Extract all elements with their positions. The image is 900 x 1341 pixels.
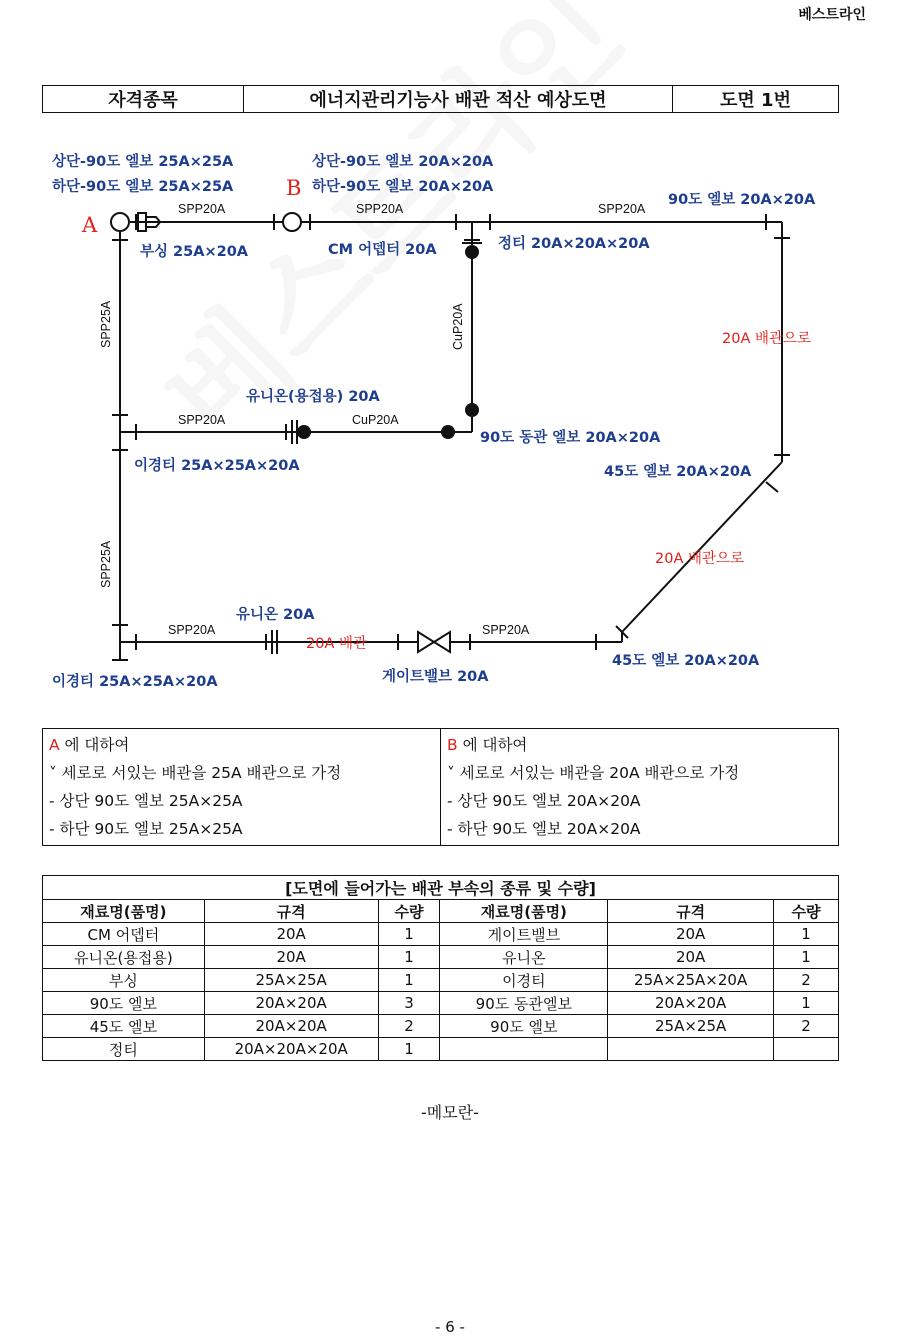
brand-label: 베스트라인 bbox=[798, 7, 866, 23]
col-header: 수량 bbox=[774, 900, 839, 923]
point-a-label: A bbox=[82, 213, 98, 237]
bushing-label: 부싱 25A×20A bbox=[140, 244, 249, 260]
cm-adapter-label: CM 어뎁터 20A bbox=[328, 242, 437, 258]
pipe-diagonal bbox=[622, 462, 782, 632]
col-header: 규격 bbox=[608, 900, 774, 923]
assumption-b: B 에 대하여 ˅ 세로로 서있는 배관을 20A 배관으로 가정 - 상단 90도 엘보 20A×20A - 하단 90도 엘보 20A×20A bbox=[441, 729, 839, 846]
assumption-line: - 상단 90도 엘보 20A×20A bbox=[447, 792, 641, 810]
point-b-label: B bbox=[286, 176, 302, 200]
union-weld-label: 유니온(용접용) 20A bbox=[246, 389, 380, 405]
col-header: 재료명(품명) bbox=[43, 900, 205, 923]
spp20a-label: SPP20A bbox=[178, 413, 226, 427]
assumption-line: - 상단 90도 엘보 25A×25A bbox=[49, 792, 243, 810]
elbow45-upper-label: 45도 엘보 20A×20A bbox=[604, 464, 752, 480]
page-number: - 6 - bbox=[435, 1318, 465, 1336]
b-bottom-elbow-label: 하단-90도 엘보 20A×20A bbox=[312, 179, 494, 195]
assumption-line: - 하단 90도 엘보 25A×25A bbox=[49, 820, 243, 838]
drawing-number: 도면 1번 bbox=[720, 90, 791, 111]
col-header: 규격 bbox=[204, 900, 378, 923]
pipe-20a-label: 20A 배관 bbox=[306, 636, 367, 652]
copper-elbow-joint-icon bbox=[441, 425, 455, 439]
col-header: 재료명(품명) bbox=[440, 900, 608, 923]
a-bottom-elbow-label: 하단-90도 엘보 25A×25A bbox=[52, 179, 234, 195]
elbow-a-icon bbox=[111, 213, 129, 231]
table-row: 정티 20A×20A×20A 1 bbox=[43, 1038, 839, 1061]
cup20a-vertical-label: CuP20A bbox=[451, 303, 465, 350]
spp20a-label: SPP20A bbox=[598, 202, 646, 216]
b-top-elbow-label: 상단-90도 엘보 20A×20A bbox=[312, 154, 494, 170]
spp20a-label: SPP20A bbox=[356, 202, 404, 216]
elbow45-lower-label: 45도 엘보 20A×20A bbox=[612, 653, 760, 669]
reducing-tee-bottom-label: 이경티 25A×25A×20A bbox=[52, 674, 218, 690]
assumption-line: - 하단 90도 엘보 20A×20A bbox=[447, 820, 641, 838]
subject-title: 에너지관리기능사 배관 적산 예상도면 bbox=[244, 86, 673, 112]
to-20a-right-label: 20A 배관으로 bbox=[722, 331, 812, 347]
elbow-b-icon bbox=[283, 213, 301, 231]
gate-valve-label: 게이트밸브 20A bbox=[382, 669, 489, 685]
union-weld-joint-icon bbox=[297, 425, 311, 439]
spp25a-label: SPP25A bbox=[99, 300, 113, 348]
b-letter: B bbox=[447, 736, 458, 754]
table-row: 유니온(용접용) 20A 1 유니온 20A 1 bbox=[43, 946, 839, 969]
reducing-tee-mid-label: 이경티 25A×25A×20A bbox=[134, 458, 300, 474]
a-top-elbow-label: 상단-90도 엘보 25A×25A bbox=[52, 154, 234, 170]
assumption-line: ˅ 세로로 서있는 배관을 20A 배관으로 가정 bbox=[447, 764, 740, 782]
table-row: CM 어뎁터 20A 1 게이트밸브 20A 1 bbox=[43, 923, 839, 946]
spp20a-label: SPP20A bbox=[178, 202, 226, 216]
tee-top-label: 정티 20A×20A×20A bbox=[498, 236, 650, 252]
a-letter: A bbox=[49, 736, 60, 754]
piping-diagram bbox=[0, 130, 900, 700]
assumption-a: A 에 대하여 ˅ 세로로 서있는 배관을 25A 배관으로 가정 - 상단 90도 엘보 25A×25A - 하단 90도 엘보 25A×25A bbox=[43, 729, 441, 846]
spp20a-label: SPP20A bbox=[482, 623, 530, 637]
copper-joint-icon bbox=[465, 403, 479, 417]
assumption-table bbox=[42, 728, 839, 846]
memo-label: -메모란- bbox=[421, 1103, 479, 1122]
materials-table bbox=[42, 875, 839, 1061]
assumption-line: ˅ 세로로 서있는 배관을 25A 배관으로 가정 bbox=[49, 764, 342, 782]
cm-adapter-joint-icon bbox=[465, 245, 479, 259]
gate-valve-icon bbox=[418, 632, 450, 652]
table-row: 부싱 25A×25A 1 이경티 25A×25A×20A 2 bbox=[43, 969, 839, 992]
col-header: 수량 bbox=[378, 900, 440, 923]
category-label: 자격종목 bbox=[43, 86, 244, 112]
table-row: 90도 엘보 20A×20A 3 90도 동관엘보 20A×20A 1 bbox=[43, 992, 839, 1015]
spp25a-label: SPP25A bbox=[99, 540, 113, 588]
cup20a-label: CuP20A bbox=[352, 413, 399, 427]
to-20a-diag-label: 20A 배관으로 bbox=[655, 551, 745, 567]
union-bottom-label: 유니온 20A bbox=[236, 607, 315, 623]
elbow-right-top-label: 90도 엘보 20A×20A bbox=[668, 192, 816, 208]
spp20a-label: SPP20A bbox=[168, 623, 216, 637]
title-bar bbox=[42, 85, 839, 113]
table-row: 45도 엘보 20A×20A 2 90도 엘보 25A×25A 2 bbox=[43, 1015, 839, 1038]
materials-caption: [도면에 들어가는 배관 부속의 종류 및 수량] bbox=[43, 876, 839, 900]
copper-elbow-label: 90도 동관 엘보 20A×20A bbox=[480, 430, 661, 446]
